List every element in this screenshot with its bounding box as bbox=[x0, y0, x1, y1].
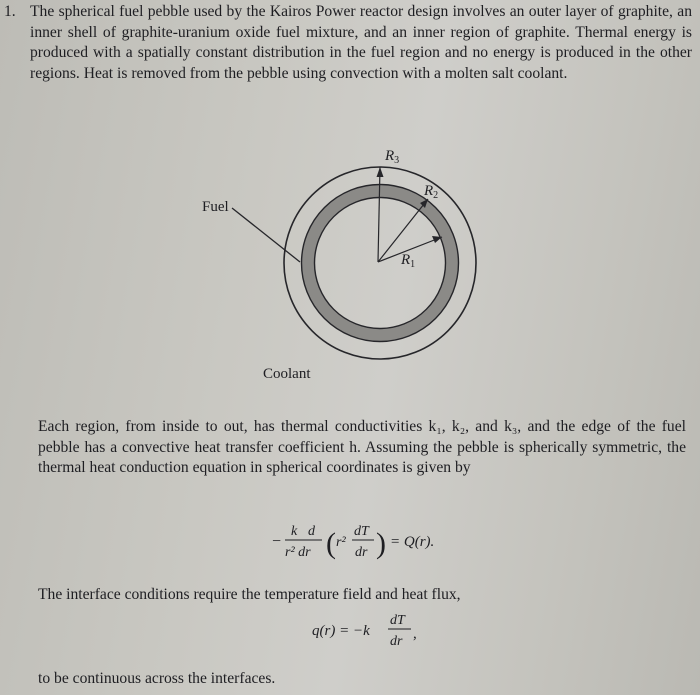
eq1-r-power: r² bbox=[336, 535, 346, 550]
eq2-dT: dT bbox=[390, 613, 405, 628]
radius-r3-line bbox=[378, 167, 380, 262]
label-fuel: Fuel bbox=[202, 199, 229, 215]
eq1-rparen: ) bbox=[376, 527, 386, 560]
eq1-d: d bbox=[308, 524, 315, 539]
radius-r3-arrowhead bbox=[377, 167, 384, 177]
eq1-minus: − bbox=[272, 533, 282, 550]
eq2-dr: dr bbox=[390, 634, 403, 649]
label-r1: $R_1$ bbox=[401, 252, 416, 270]
eq2-comma: , bbox=[413, 626, 417, 642]
fuel-inner-boundary-r1 bbox=[315, 198, 446, 329]
paragraph-conductivities: Each region, from inside to out, has thermal conductivities k₁, k₂, and k₃, and the edge of the fuel pebble has a convective heat transfer coefficient h. Assuming the pebble is spherically symmetric, the thermal heat conduction equation in spherical coordinates is given by bbox=[38, 418, 686, 476]
label-r2: $R_2$ bbox=[424, 183, 439, 201]
eq1-r2dr: r² dr bbox=[285, 545, 311, 560]
eq1-rhs: = Q(r). bbox=[390, 534, 435, 550]
eq1-dT: dT bbox=[354, 524, 369, 539]
eq1-dr: dr bbox=[355, 545, 368, 560]
problem-text: The spherical fuel pebble used by the Kairos Power reactor design involves an outer layer of graphite, an inner shell of graphite-uranium oxide fuel mixture, and an inner region of graphite. Thermal energy is produced with a spatially constant distribution in the fuel region and no energy is produced in the other regions. Heat is removed from the pebble using convection with a molten salt coolant. bbox=[30, 3, 692, 82]
eq1-k: k bbox=[291, 524, 298, 539]
equation-heat-conduction bbox=[270, 518, 530, 568]
fuel-shell bbox=[308, 191, 452, 335]
eq1-lparen: ( bbox=[326, 527, 336, 560]
label-coolant: Coolant bbox=[263, 366, 311, 382]
equation-heat-flux bbox=[310, 608, 490, 654]
label-r3: $R_3$ bbox=[385, 148, 400, 166]
paragraph-interface-conditions: The interface conditions require the temperature field and heat flux, bbox=[38, 586, 461, 603]
eq2-lhs: q(r) = −k bbox=[312, 623, 370, 639]
paragraph-continuity: to be continuous across the interfaces. bbox=[38, 670, 276, 687]
fuel-leader-line bbox=[232, 208, 300, 262]
problem-number: 1. bbox=[4, 3, 16, 20]
